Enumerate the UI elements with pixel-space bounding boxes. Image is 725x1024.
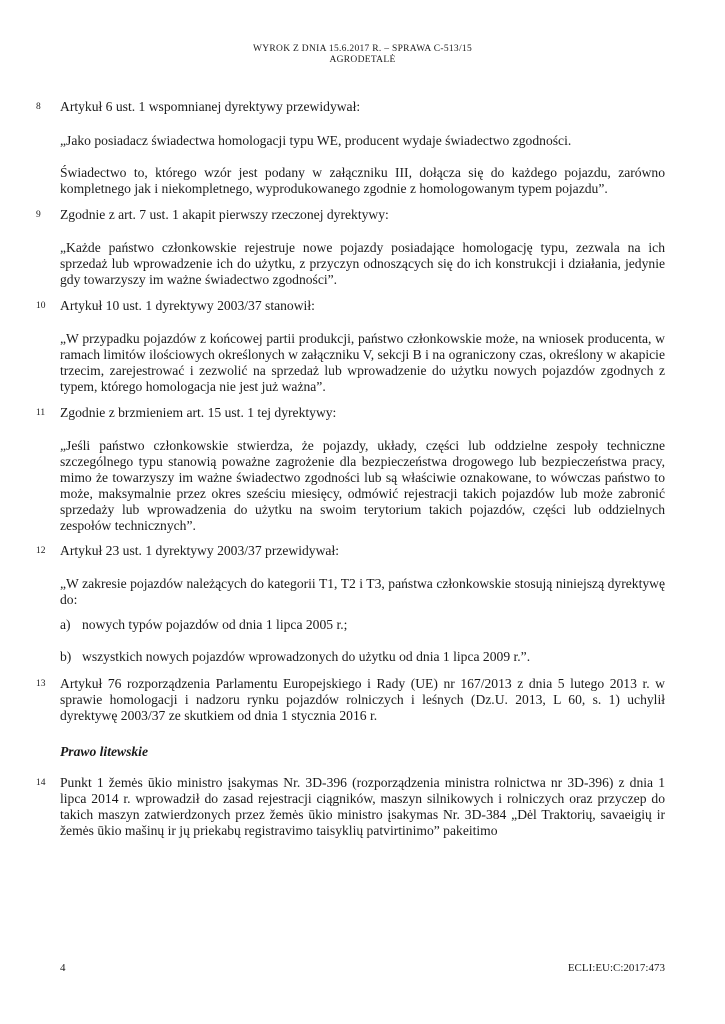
paragraph-9-intro: Zgodnie z art. 7 ust. 1 akapit pierwszy rzeczonej dyrektywy: (60, 207, 389, 222)
paragraph-number-13: 13 (36, 679, 46, 689)
paragraph-8-quote-1: „Jako posiadacz świadectwa homologacji typu WE, producent wydaje świadectwo zgodności. (60, 133, 572, 148)
list-item (60, 617, 665, 633)
paragraph-11-quote: „Jeśli państwo członkowskie stwierdza, że pojazdy, układy, części lub oddzielne zespoły techniczne szczególnego typu stanowią poważne zagrożenie dla bezpieczeństwa drogowego lub bezpieczeństwa pracy, mimo że towarzyszy im ważne świadectwo zgodności lub są właściwie oznakowane, to wówczas państwo to może, maksymalnie przez okres sześciu miesięcy, odmówić rejestracji takich pojazdów lub może zabronić sprzedaży lub wprowadzenia do użytku na swoim terytorium takich pojazdów, części lub oddzielnych zespołów technicznych”. (60, 438, 665, 533)
paragraph-10-quote: „W przypadku pojazdów z końcowej partii produkcji, państwo członkowskie może, na wniosek producenta, w ramach limitów ilościowych określonych w załączniku V, sekcji B i na ograniczony czas, określony w akapicie trzecim, zarejestrować i zezwolić na sprzedaż lub wprowadzenie do użytku nowych pojazdów zgodnych z typem, którego homologacja nie jest już ważna”. (60, 331, 665, 394)
paragraph-8-intro: Artykuł 6 ust. 1 wspomnianej dyrektywy przewidywał: (60, 99, 361, 114)
running-header (0, 44, 725, 66)
paragraph-number-12: 12 (36, 546, 46, 556)
paragraph-number-9: 9 (36, 210, 41, 220)
paragraph-14-text: Punkt 1 žemės ūkio ministro įsakymas Nr. 3D-396 (rozporządzenia ministra rolnictwa nr 3D-396) z dnia 1 lipca 2014 r. wprowadził do zasad rejestracji ciągników, maszyn silnikowych i rolniczych oraz przyczep do takich maszyn zatwierdzonych przez žemės ūkio ministro įsakymas Nr. 3D-384 „Dėl Traktorių, savaeigių ir žemės ūkio mašinų ir jų priekabų registravimo taisyklių patvirtinimo” pakeitimo (60, 775, 665, 838)
paragraph-12-quote: „W zakresie pojazdów należących do kategorii T1, T2 i T3, państwa członkowskie stosują niniejszą dyrektywę do: (60, 576, 665, 607)
paragraph-number-11: 11 (36, 408, 46, 418)
paragraph-13-text: Artykuł 76 rozporządzenia Parlamentu Europejskiego i Rady (UE) nr 167/2013 z dnia 5 lutego 2013 r. w sprawie homologacji i nadzoru rynku pojazdów rolniczych i leśnych (Dz.U. 2013, L 60, s. 1) uchylił dyrektywę 2003/37 ze skutkiem od dnia 1 stycznia 2016 r. (60, 676, 665, 723)
paragraph-11-intro: Zgodnie z brzmieniem art. 15 ust. 1 tej dyrektywy: (60, 405, 337, 420)
header-case-name: AGRODETALĖ (329, 55, 396, 65)
list-item-label: b) (60, 649, 72, 664)
paragraph-9-quote: „Każde państwo członkowskie rejestruje nowe pojazdy posiadające homologację typu, zezwala na ich sprzedaż lub wprowadzenie ich do użytku, z przyczyn odnoszących się do ich konstrukcji i działania, jedynie gdy towarzyszy im ważne świadectwo zgodności”. (60, 240, 665, 287)
ecli-identifier: ECLI:EU:C:2017:473 (567, 962, 665, 974)
paragraph-number-14: 14 (36, 778, 46, 788)
list-item (60, 649, 665, 665)
paragraph-10-intro: Artykuł 10 ust. 1 dyrektywy 2003/37 stanowił: (60, 298, 315, 313)
list-item-label: a) (60, 617, 71, 632)
paragraph-number-10: 10 (36, 301, 46, 311)
section-heading: Prawo litewskie (60, 744, 148, 759)
page-number: 4 (60, 962, 66, 974)
header-case-title: WYROK Z DNIA 15.6.2017 R. – SPRAWA C-513/15 (252, 44, 473, 54)
paragraph-number-8: 8 (36, 102, 41, 112)
list-item-text: nowych typów pojazdów od dnia 1 lipca 2005 r.; (82, 617, 348, 632)
paragraph-12-intro: Artykuł 23 ust. 1 dyrektywy 2003/37 przewidywał: (60, 543, 340, 558)
list-item-text: wszystkich nowych pojazdów wprowadzonych do użytku od dnia 1 lipca 2009 r.”. (82, 649, 531, 664)
paragraph-8-quote-2: Świadectwo to, którego wzór jest podany w załączniku III, dołącza się do każdego pojazdu, zarówno kompletnego jak i niekompletnego, wyprodukowanego zgodnie z homologowanym typem pojazdu”. (60, 165, 665, 196)
